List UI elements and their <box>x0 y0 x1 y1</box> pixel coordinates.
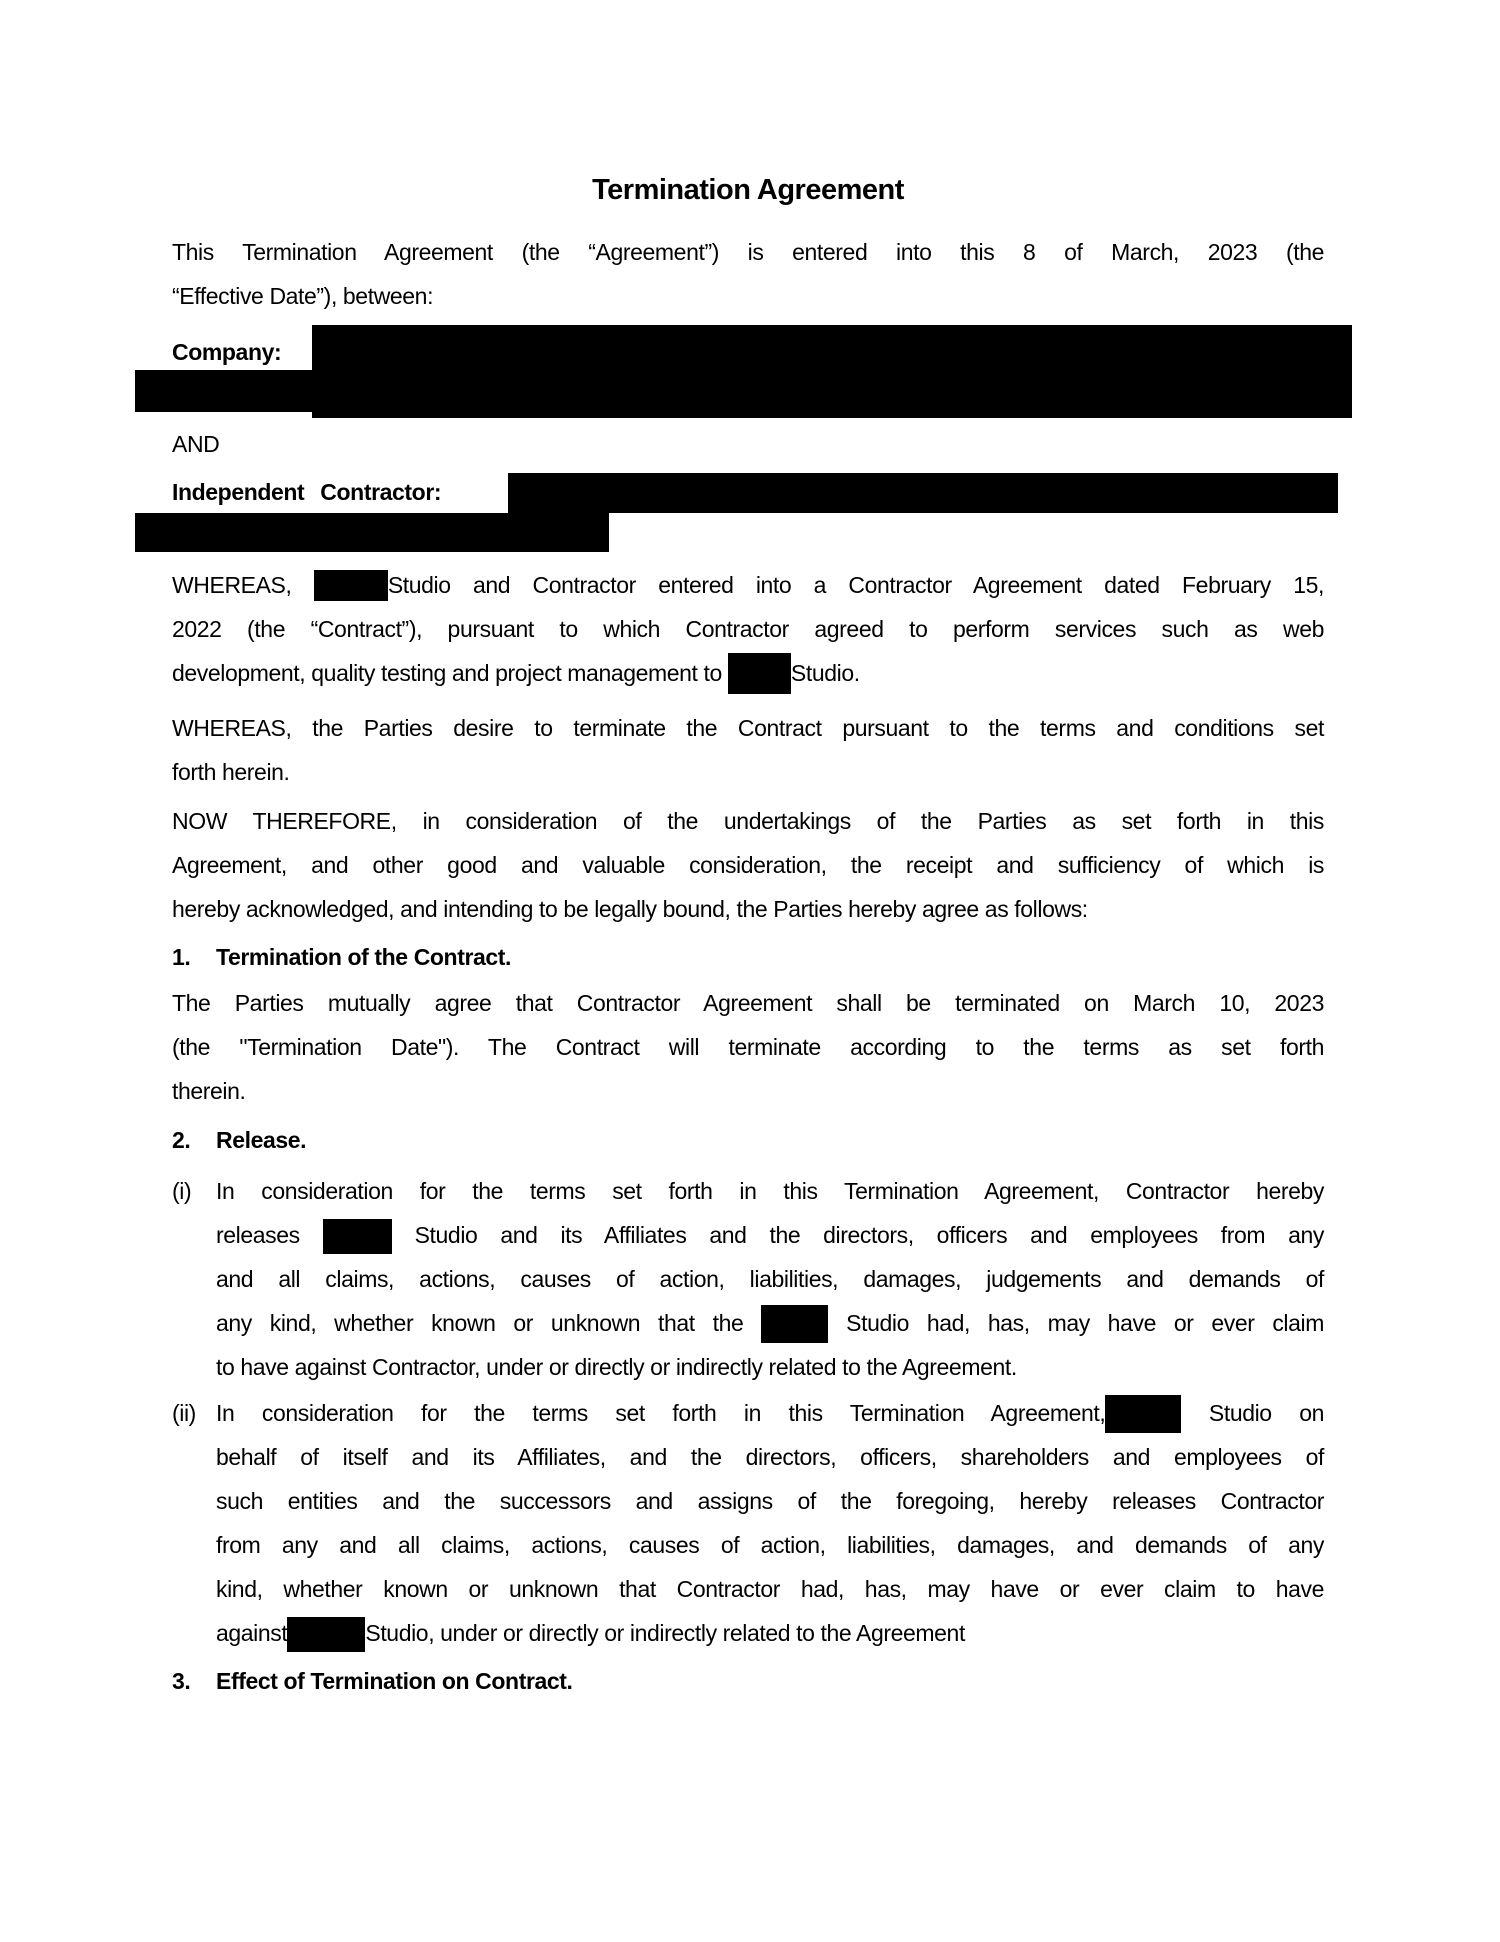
text-line: against Studio, under or directly or indirectly related to the Agreement <box>172 1611 1324 1655</box>
text-line: This Termination Agreement (the “Agreement”) is entered into this 8 of March, 2023 (the <box>172 239 1324 265</box>
paragraph <box>172 230 1324 318</box>
text-line: development, quality testing and project management to Studio. <box>172 651 1324 696</box>
redaction-inline <box>323 1219 392 1254</box>
redaction-inline <box>728 653 791 694</box>
text-line: (i) In consideration for the terms set forth in this Termination Agreement, Contractor hereby <box>172 1169 1324 1213</box>
section-heading <box>172 935 1324 979</box>
text-line: releases Studio and its Affiliates and the directors, officers and employees from any <box>172 1213 1324 1257</box>
text-line: and all claims, actions, causes of action, liabilities, damages, judgements and demands of <box>216 1266 1324 1293</box>
paragraph <box>172 422 1324 466</box>
redaction-inline <box>287 1617 365 1652</box>
heading-number: 3. <box>172 1668 191 1695</box>
text-line: The Parties mutually agree that Contractor Agreement shall be terminated on March 10, 2023 <box>172 990 1324 1017</box>
paragraph <box>172 1391 1324 1655</box>
text-line: any kind, whether known or unknown that the Studio had, has, may have or ever claim <box>172 1301 1324 1345</box>
party-label: Independent Contractor: <box>172 479 442 505</box>
heading-text: Release. <box>216 1127 307 1154</box>
text-line: from any and all claims, actions, causes of action, liabilities, damages, and demands of any <box>216 1532 1324 1559</box>
text-line: WHEREAS, Studio and Contractor entered into a Contractor Agreement dated February 15, <box>172 563 1324 607</box>
paragraph <box>172 706 1324 794</box>
text-line: 2022 (the “Contract”), pursuant to which Contractor agreed to perform services such as web <box>172 616 1324 642</box>
text-line: kind, whether known or unknown that Contractor had, has, may have or ever claim to have <box>216 1576 1324 1603</box>
text-line: such entities and the successors and assigns of the foregoing, hereby releases Contractor <box>216 1488 1324 1515</box>
paragraph <box>172 563 1324 696</box>
redaction-block <box>312 325 1352 418</box>
paragraph <box>172 981 1324 1113</box>
document-title: Termination Agreement <box>592 174 904 206</box>
heading-number: 1. <box>172 944 191 971</box>
heading-text: Termination of the Contract. <box>216 944 512 971</box>
party-block-independent-contractor <box>172 470 1324 563</box>
redaction-inline <box>761 1305 828 1343</box>
text-line: “Effective Date”), between: <box>172 283 434 309</box>
heading-number: 2. <box>172 1127 191 1154</box>
paragraph <box>172 799 1324 931</box>
section-heading <box>172 1659 1324 1703</box>
text-line: hereby acknowledged, and intending to be legally bound, the Parties hereby agree as follows: <box>172 896 1088 923</box>
document-body <box>172 170 1324 1703</box>
redaction-block <box>135 370 312 412</box>
text-line: WHEREAS, the Parties desire to terminate the Contract pursuant to the terms and conditions set <box>172 715 1324 742</box>
party-block-company <box>172 330 1324 422</box>
redaction-inline <box>1105 1395 1181 1433</box>
redaction-inline <box>314 570 388 601</box>
paragraph <box>172 1169 1324 1389</box>
text-line: to have against Contractor, under or directly or indirectly related to the Agreement. <box>216 1354 1017 1381</box>
text-line: AND <box>172 431 220 457</box>
list-marker: (i) <box>172 1178 192 1205</box>
heading-text: Effect of Termination on Contract. <box>216 1668 573 1695</box>
redaction-block <box>508 473 1338 513</box>
list-marker: (ii) <box>172 1400 196 1427</box>
text-line: NOW THEREFORE, in consideration of the undertakings of the Parties as set forth in this <box>172 808 1324 835</box>
text-line: Agreement, and other good and valuable consideration, the receipt and sufficiency of which is <box>172 852 1324 879</box>
text-line: behalf of itself and its Affiliates, and the directors, officers, shareholders and employees of <box>216 1444 1324 1471</box>
party-label: Company: <box>172 339 282 365</box>
text-line: (ii) In consideration for the terms set forth in this Termination Agreement, Studio on <box>172 1391 1324 1435</box>
text-line: therein. <box>172 1078 246 1105</box>
text-line: forth herein. <box>172 759 290 786</box>
redaction-block <box>135 513 609 552</box>
text-line: (the "Termination Date"). The Contract will terminate according to the terms as set forth <box>172 1034 1324 1061</box>
section-heading <box>172 1118 1324 1162</box>
